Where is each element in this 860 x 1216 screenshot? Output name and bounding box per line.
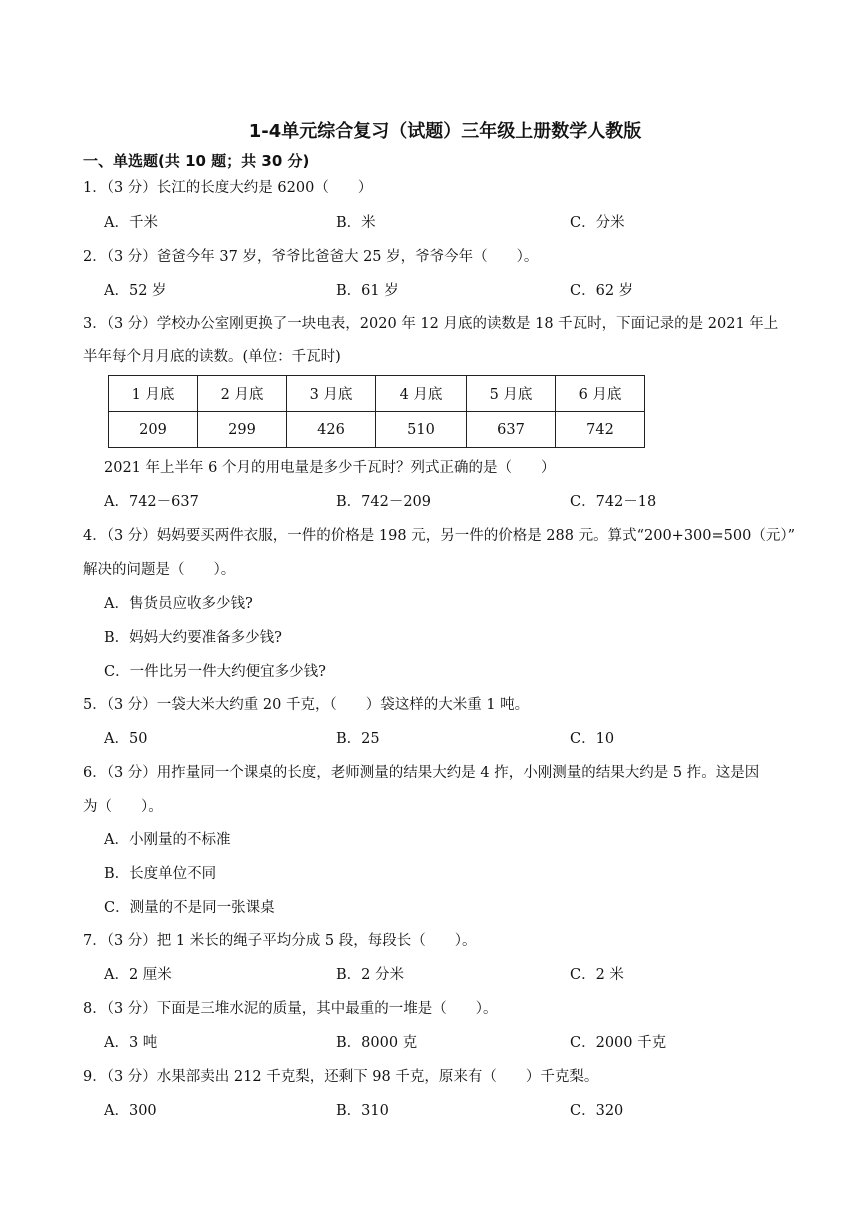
question-3-option-b[interactable]: B．742－209	[336, 494, 432, 510]
question-8-option-b[interactable]: B．8000 克	[336, 1035, 418, 1051]
question-7-text: 7．（3 分）把 1 米长的绳子平均分成 5 段，每段长（ ）。	[83, 933, 477, 949]
table-cell: 637	[467, 412, 556, 448]
question-3-option-c[interactable]: C．742－18	[570, 494, 657, 510]
question-6-option-a[interactable]: A．小刚量的不标准	[104, 832, 231, 848]
question-9-text: 9．（3 分）水果部卖出 212 千克梨，还剩下 98 千克，原来有（ ）千克梨。	[83, 1069, 599, 1085]
table-header-cell: 4 月底	[376, 376, 467, 412]
table-cell: 426	[287, 412, 376, 448]
question-3-text-line-2: 半年每个月月底的读数。(单位：千瓦时)	[83, 349, 341, 365]
question-3-option-a[interactable]: A．742－637	[104, 494, 199, 510]
meter-reading-table	[108, 375, 645, 448]
section-heading: 一、单选题(共 10 题；共 30 分)	[83, 152, 310, 170]
table-cell: 510	[376, 412, 467, 448]
question-8-option-a[interactable]: A．3 吨	[104, 1035, 158, 1051]
question-6-text-line-2: 为（ ）。	[83, 799, 163, 815]
question-5-option-b[interactable]: B．25	[336, 731, 380, 747]
table-cell: 742	[556, 412, 645, 448]
question-3-text-line-1: 3．（3 分）学校办公室刚更换了一块电表，2020 年 12 月底的读数是 18 千瓦时，下面记录的是 2021 年上	[83, 316, 779, 332]
question-6-text-line-1: 6．（3 分）用拃量同一个课桌的长度，老师测量的结果大约是 4 拃，小刚测量的结果大约是 5 拃。这是因	[83, 765, 760, 781]
table-header-cell: 6 月底	[556, 376, 645, 412]
question-9-option-a[interactable]: A．300	[104, 1103, 157, 1119]
question-3-prompt: 2021 年上半年 6 个月的用电量是多少千瓦时？列式正确的是（ ）	[104, 460, 556, 476]
question-8-text: 8．（3 分）下面是三堆水泥的质量，其中最重的一堆是（ ）。	[83, 1001, 498, 1017]
question-4-option-a[interactable]: A．售货员应收多少钱?	[104, 596, 253, 612]
question-7-option-c[interactable]: C．2 米	[570, 967, 624, 983]
question-2-text: 2．（3 分）爸爸今年 37 岁，爷爷比爸爸大 25 岁，爷爷今年（ ）。	[83, 249, 539, 265]
table-header-row	[109, 376, 645, 412]
question-5-option-c[interactable]: C．10	[570, 731, 615, 747]
document-title: 1-4单元综合复习（试题）三年级上册数学人教版	[248, 121, 642, 142]
question-2-option-c[interactable]: C．62 岁	[570, 283, 634, 299]
question-7-option-a[interactable]: A．2 厘米	[104, 967, 172, 983]
question-5-text: 5．（3 分）一袋大米大约重 20 千克，（ ）袋这样的大米重 1 吨。	[83, 697, 530, 713]
question-2-option-a[interactable]: A．52 岁	[104, 283, 167, 299]
question-6-option-b[interactable]: B．长度单位不同	[104, 866, 217, 882]
question-9-option-c[interactable]: C．320	[570, 1103, 624, 1119]
table-cell: 209	[109, 412, 198, 448]
table-header-cell: 3 月底	[287, 376, 376, 412]
question-1-option-c[interactable]: C．分米	[570, 215, 625, 231]
question-4-text-line-2: 解决的问题是（ ）。	[83, 562, 236, 578]
question-4-text-line-1: 4．（3 分）妈妈要买两件衣服，一件的价格是 198 元，另一件的价格是 288 元。算式“200+300=500（元）”	[83, 528, 795, 544]
question-7-option-b[interactable]: B．2 分米	[336, 967, 404, 983]
question-2-option-b[interactable]: B．61 岁	[336, 283, 399, 299]
table-header-cell: 2 月底	[198, 376, 287, 412]
question-9-option-b[interactable]: B．310	[336, 1103, 389, 1119]
question-1-option-b[interactable]: B．米	[336, 215, 376, 231]
table-cell: 299	[198, 412, 287, 448]
question-6-option-c[interactable]: C．测量的不是同一张课桌	[104, 900, 275, 916]
question-1-option-a[interactable]: A．千米	[104, 215, 158, 231]
question-4-option-c[interactable]: C．一件比另一件大约便宜多少钱?	[104, 664, 326, 680]
table-header-cell: 5 月底	[467, 376, 556, 412]
table-header-cell: 1 月底	[109, 376, 198, 412]
question-8-option-c[interactable]: C．2000 千克	[570, 1035, 667, 1051]
question-1-text: 1．（3 分）长江的长度大约是 6200（ ）	[83, 180, 373, 196]
question-5-option-a[interactable]: A．50	[104, 731, 148, 747]
question-4-option-b[interactable]: B．妈妈大约要准备多少钱?	[104, 630, 282, 646]
table-row	[109, 412, 645, 448]
